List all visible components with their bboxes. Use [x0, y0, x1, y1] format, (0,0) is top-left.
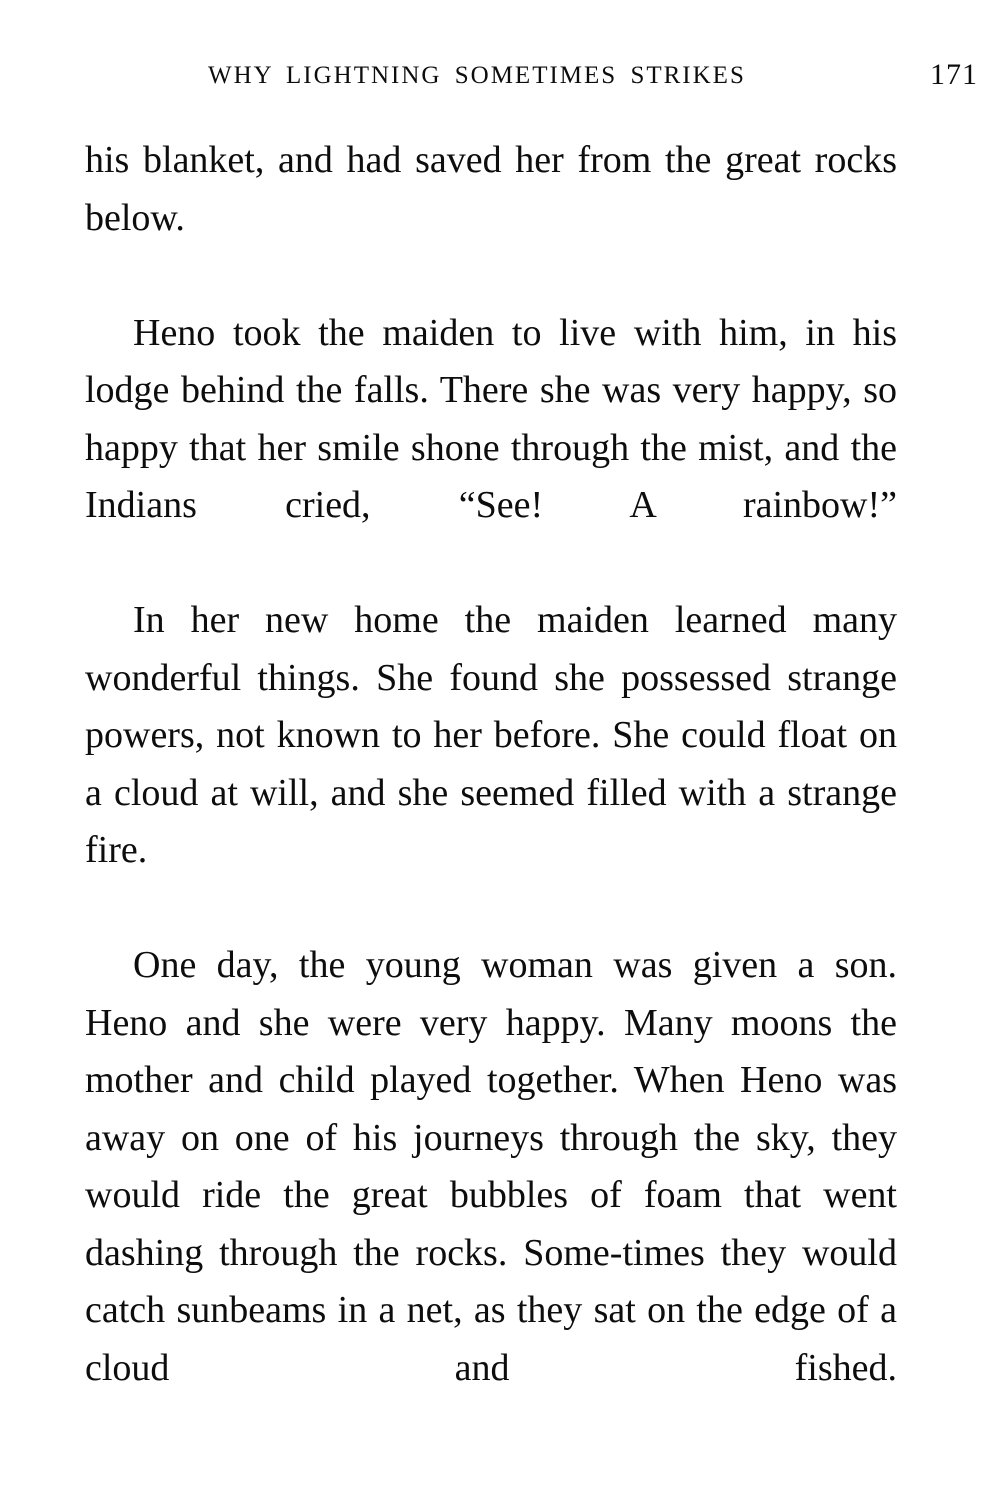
- body-text: [85, 132, 897, 1455]
- running-head: [88, 62, 912, 102]
- paragraph: Heno took the maiden to live with him, in his lodge behind the falls. There she was very happy, so happy that her smile shone through the mist, and the Indians cried, “See! A rainbow!”: [85, 311, 897, 526]
- paragraph: One day, the young woman was given a son. Heno and she were very happy. Many moons the mother and child played together. When Heno was away on one of his journeys through the sky, they would ride the great bubbles of foam that went dashing through the rocks. Some-times they would catch sunbeams in a net, as they sat on the edge of a cloud and fished.: [85, 944, 897, 1389]
- paragraph-continuation: his blanket, and had saved her from the great rocks below.: [85, 139, 897, 239]
- paragraph: In her new home the maiden learned many wonderful things. She found she possessed strange powers, not known to her before. She could float on a cloud at will, and she seemed filled with a strange fire.: [85, 599, 897, 871]
- page-number: 171: [930, 58, 978, 91]
- running-head-title: WHY LIGHTNING SOMETIMES STRIKES: [208, 62, 746, 89]
